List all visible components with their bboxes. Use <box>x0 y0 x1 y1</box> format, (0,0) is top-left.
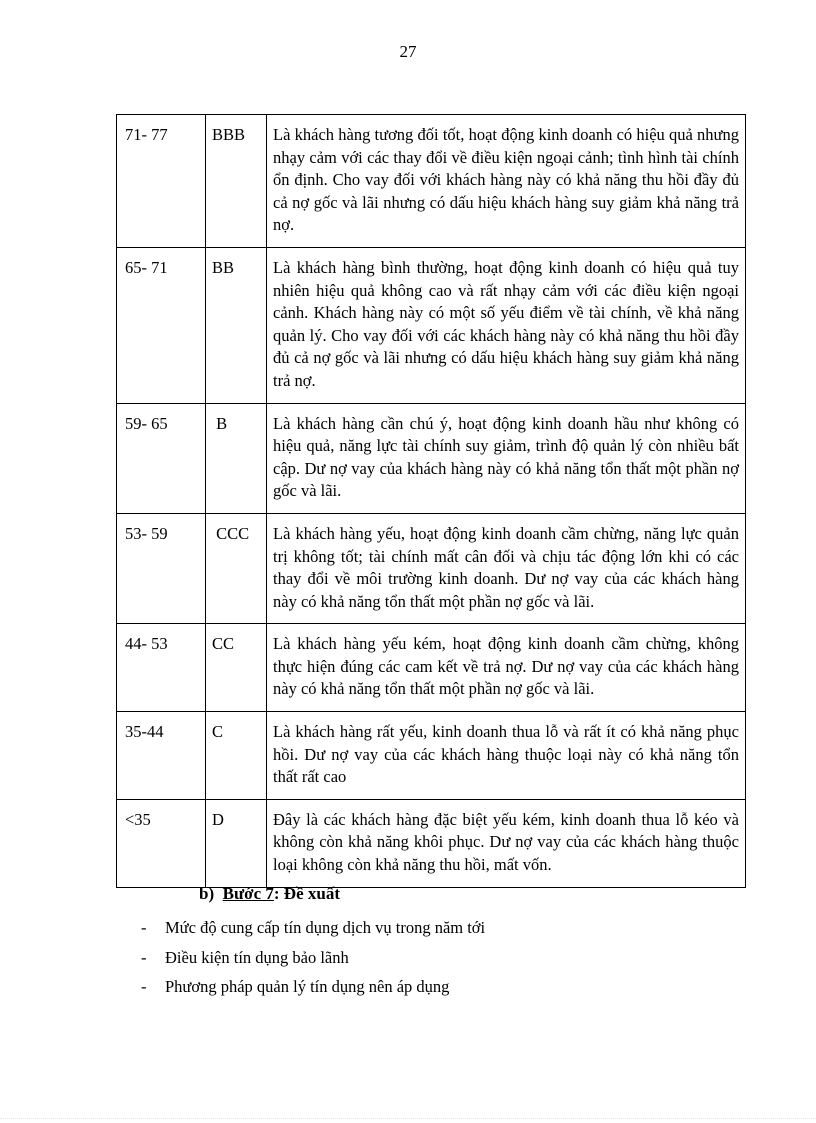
dash-bullet-icon: - <box>141 947 147 967</box>
description-cell: Là khách hàng tương đối tốt, hoạt động kinh doanh có hiệu quả nhưng nhạy cảm với các thay đổi về điều kiện ngoại cảnh; tình hình tài chính ổn định. Cho vay đối với khách hàng này có khả năng thu hồi đầy đủ cả nợ gốc và lãi nhưng có dấu hiệu khách hàng suy giảm khả năng trả nợ. <box>267 115 746 248</box>
grade-cell: D <box>206 799 267 887</box>
list-item-text: Điều kiện tín dụng bảo lãnh <box>165 947 349 967</box>
grade-cell: C <box>206 712 267 800</box>
list-item-text: Mức độ cung cấp tín dụng dịch vụ trong năm tới <box>165 918 486 937</box>
score-range-cell: 35-44 <box>117 712 206 800</box>
table-row <box>117 799 746 887</box>
grade-cell: BB <box>206 247 267 403</box>
grade-cell: CC <box>206 624 267 712</box>
description-cell: Là khách hàng yếu, hoạt động kinh doanh cầm chừng, năng lực quản trị không tốt; tài chính mất cân đối và chịu tác động lớn khi có các thay đổi về môi trường kinh doanh. Dư nợ vay của các khách hàng này có khả năng tổn thất một phần nợ gốc và lãi. <box>267 513 746 623</box>
table-row <box>117 247 746 403</box>
table-row <box>117 712 746 800</box>
section-marker: b) <box>199 884 215 903</box>
grade-cell: CCC <box>206 513 267 623</box>
score-range-cell: 65- 71 <box>117 247 206 403</box>
list-item <box>141 972 485 1002</box>
description-cell: Đây là các khách hàng đặc biệt yếu kém, kinh doanh thua lỗ kéo và không còn khả năng khôi phục. Dư nợ vay của các khách hàng thuộc loại không còn khả năng thu hồi, mất vốn. <box>267 799 746 887</box>
list-item <box>141 913 485 943</box>
footer-divider <box>0 1118 816 1119</box>
score-range-cell: 59- 65 <box>117 403 206 513</box>
page-number: 27 <box>399 42 417 61</box>
table-row <box>117 624 746 712</box>
section-step: Bước 7 <box>222 884 274 903</box>
dash-bullet-icon: - <box>141 977 147 996</box>
score-range-cell: 53- 59 <box>117 513 206 623</box>
section-title: : Đề xuất <box>273 884 340 903</box>
grade-cell: BBB <box>206 115 267 248</box>
list-item <box>141 943 485 973</box>
table-row <box>117 513 746 623</box>
credit-rating-table <box>116 114 746 888</box>
description-cell: Là khách hàng rất yếu, kinh doanh thua lỗ và rất ít có khả năng phục hồi. Dư nợ vay của các khách hàng thuộc loại này có khả năng tổn thất rất cao <box>267 712 746 800</box>
dash-bullet-icon: - <box>141 918 147 937</box>
section-heading <box>199 884 340 904</box>
score-range-cell: 44- 53 <box>117 624 206 712</box>
score-range-cell: 71- 77 <box>117 115 206 248</box>
table-row <box>117 403 746 513</box>
table-row <box>117 115 746 248</box>
grade-cell: B <box>206 403 267 513</box>
list-item-text: Phương pháp quản lý tín dụng nên áp dụng <box>165 977 450 996</box>
description-cell: Là khách hàng cần chú ý, hoạt động kinh doanh hầu như không có hiệu quả, năng lực tài chính suy giảm, trình độ quản lý còn nhiều bất cập. Dư nợ vay của khách hàng này có khả năng tổn thất một phần nợ gốc và lãi. <box>267 403 746 513</box>
score-range-cell: <35 <box>117 799 206 887</box>
proposal-list <box>141 913 485 1002</box>
description-cell: Là khách hàng yếu kém, hoạt động kinh doanh cầm chừng, không thực hiện đúng các cam kết về trả nợ. Dư nợ vay của các khách hàng này có khả năng tổn thất một phần nợ gốc và lãi. <box>267 624 746 712</box>
description-cell: Là khách hàng bình thường, hoạt động kinh doanh có hiệu quả tuy nhiên hiệu quả không cao và rất nhạy cảm với các điều kiện ngoại cảnh. Khách hàng này có một số yếu điểm về tài chính, về khả năng quản lý. Cho vay đối với các khách hàng này có khả năng thu hồi đầy đủ cả nợ gốc và lãi nhưng có dấu hiệu khách hàng suy giảm khả năng trả nợ. <box>267 247 746 403</box>
